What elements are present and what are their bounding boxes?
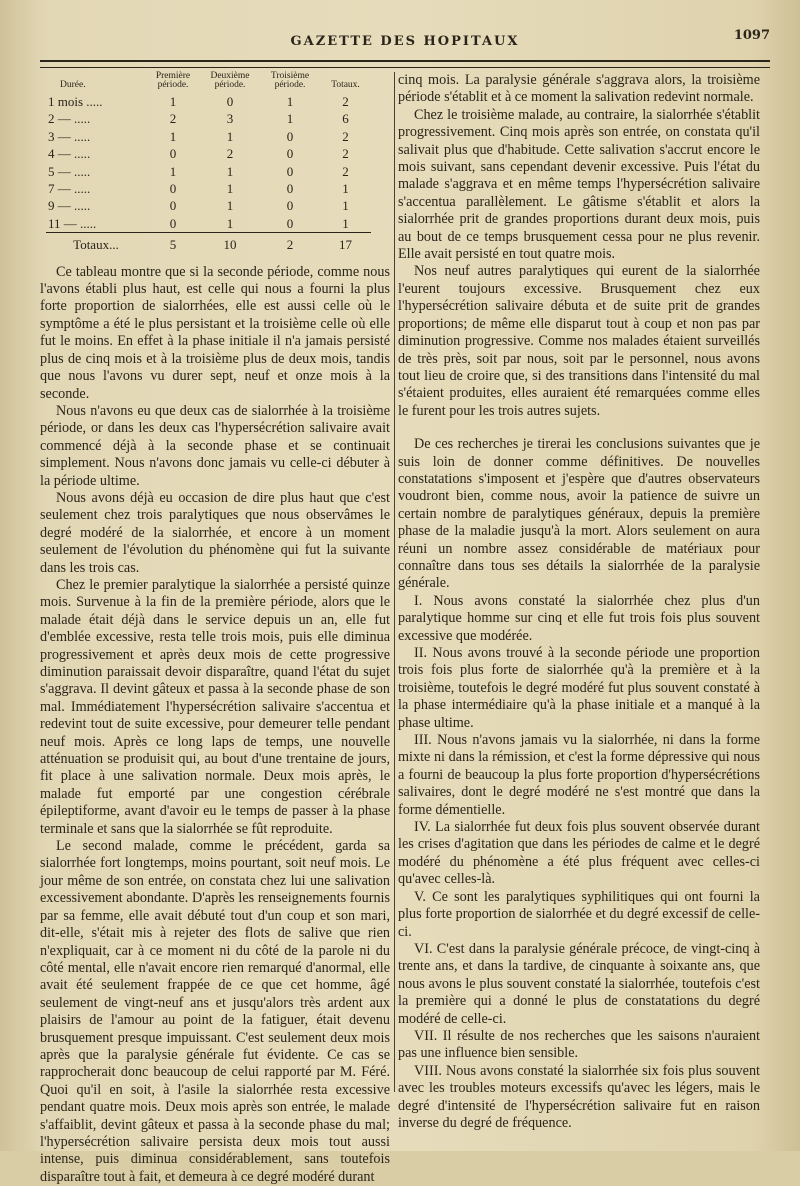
- table-row: [46, 180, 371, 197]
- cell-value: 0: [226, 94, 234, 109]
- conclusion-item: V. Ce sont les paralytiques syphilitiques qui ont fourni la plus forte proportion de sialorrhée et du degré excessif de celle-ci.: [398, 888, 760, 940]
- paragraph: Nos neuf autres paralytiques qui eurent de la sialorrhée l'eurent toujours excessive. Brusquement chez eux l'hypersécrétion salivaire débuta et de suite prit de grandes proportions; de même elle disparut tout à coup et non pas par diminution progressive. Comme nos malades étaient surveillés de très près, soit par nous, soit par le personnel, nous avons tout lieu de croire que, si des transitions dans l'intensité du mal s'étaient produites, elles auraient été remarquées comme elles le furent pour les trois autres sujets.: [398, 263, 760, 419]
- cell-value: 0: [286, 215, 294, 231]
- paragraph: Ce tableau montre que si la seconde période, comme nous l'avons établi plus haut, est celle qui nous a fourni la plus forte proportion de sialorrhées, elle est aussi celle où le symptôme a été le plus persistant et la troisième celle où elle fut le moins. En effet à la phase initiale il n'a jamais persisté plus de cinq mois et à la troisième plus de deux mois, tandis que nous l'avons vu durer sept, neuf et onze mois à la seconde.: [40, 263, 390, 402]
- cell-value: 1: [226, 198, 234, 214]
- total-label: Totaux...: [46, 233, 146, 254]
- cell-value: 1: [169, 163, 177, 179]
- paragraph: cinq mois. La paralysie générale s'aggrava alors, la troisième période s'établit et à ce moment la salivation redevint normale.: [398, 72, 760, 106]
- journal-title: GAZETTE DES HOPITAUX: [290, 34, 520, 49]
- cell-total: 2: [342, 128, 349, 144]
- total-value: 17: [320, 233, 371, 254]
- cell-value: 2: [226, 146, 234, 162]
- cell-duration: 9 — .....: [48, 198, 91, 214]
- right-column: [398, 72, 760, 1132]
- cell-duration: 7 — .....: [48, 181, 91, 197]
- table-row: [46, 128, 371, 145]
- page-header: [40, 28, 770, 60]
- table-row: [46, 110, 371, 127]
- col-header-troisieme: Troisième période.: [270, 71, 310, 90]
- cell-total: 1: [342, 181, 349, 197]
- duration-table: [46, 72, 371, 254]
- table-row: [46, 93, 371, 110]
- col-header-deuxieme: Deuxième période.: [210, 71, 250, 90]
- total-value: 10: [200, 233, 260, 254]
- page-number: 1097: [733, 28, 770, 43]
- table-row: [46, 215, 371, 233]
- col-header-duree: Durée.: [60, 80, 86, 90]
- table-header-row: [46, 72, 371, 93]
- conclusion-item: VII. Il résulte de nos recherches que les saisons n'auraient pas une influence bien sensible.: [398, 1027, 760, 1062]
- cell-value: 0: [169, 181, 177, 197]
- table-row: [46, 197, 371, 214]
- total-value: 5: [146, 233, 200, 254]
- cell-value: 3: [226, 111, 234, 127]
- table-row: [46, 163, 371, 180]
- cell-total: 2: [342, 146, 349, 162]
- col-header-premiere: Première période.: [155, 71, 191, 90]
- paragraph: Chez le premier paralytique la sialorrhée a persisté quinze mois. Survenue à la fin de la première période, alors que le malade était déjà dans le service depuis un an, elle fut d'emblée excessive, resta telle trois mois, puis elle diminua progressivement et après deux mois de cette progressive diminution paraissait devoir disparaître, quand l'état du sujet s'aggrava. Il devint gâteux et passa à la seconde phase de son mal. Immédiatement l'hypersécrétion salivaire s'accentua et redevint tout de suite excessive, pour demeurer telle pendant neuf mois. Après ce long laps de temps, une nouvelle atténuation se produisit qui, au bout d'une trentaine de jours, fit place à une salivation normale. Deux mois après, le malade fut emporté par une congestion cérébrale épileptiforme, avant d'avoir eu le temps de passer à la phase terminale et sans que la sialorrhée se fût reproduite.: [40, 576, 390, 837]
- cell-value: 0: [169, 215, 177, 231]
- cell-total: 2: [342, 94, 349, 109]
- paragraph: Nous n'avons eu que deux cas de sialorrhée à la troisième période, or dans les deux cas l'hypersécrétion salivaire avait commencé déjà à la seconde phase et se continuait simplement. Nous n'avons donc jamais vu celle-ci débuter à la période ultime.: [40, 402, 390, 489]
- cell-value: 1: [226, 215, 234, 231]
- cell-duration: 11 — .....: [48, 215, 97, 231]
- cell-value: 0: [169, 198, 177, 214]
- cell-value: 2: [169, 111, 177, 127]
- conclusion-item: IV. La sialorrhée fut deux fois plus souvent observée durant les crises d'agitation que dans les périodes de calme et le degré modéré du phénomène a été plus fréquent avec celles-ci qu'avec celles-là.: [398, 819, 760, 888]
- cell-value: 1: [226, 128, 234, 144]
- conclusion-item: VI. C'est dans la paralysie générale précoce, de vingt-cinq à trente ans, et dans la tardive, de cinquante à soixante ans, que nous avons le plus souvent constaté la sialorrhée, toutefois c'est la première qui a donné le plus de constatations du degré modéré de celle-ci.: [398, 940, 760, 1027]
- cell-value: 1: [286, 94, 294, 109]
- header-rule: [40, 60, 770, 68]
- cell-value: 0: [286, 163, 294, 179]
- cell-duration: 5 — .....: [48, 163, 91, 179]
- conclusion-item: VIII. Nous avons constaté la sialorrhée six fois plus souvent avec les troubles moteurs excessifs qu'avec les légers, mais le degré d'intensité de l'hypersécrétion salivaire fut en raison inverse du degré de fréquence.: [398, 1062, 760, 1131]
- paragraph: Chez le troisième malade, au contraire, la sialorrhée s'établit progressivement. Cinq mois après son entrée, on constata qu'il salivait plus que d'habitude. Cette salivation s'accrut encore le mois suivant, sans cependant devenir excessive. Puis l'état du malade s'aggrava et en même temps l'hypersécrétion salivaire s'accentua parallèlement. Le gâtisme s'établit et alors la sialorrhée prit de grandes proportions durant deux mois, puis au bout de ce temps brusquement cessa pour ne plus revenir. Elle avait persisté en tout quatre mois.: [398, 106, 760, 263]
- paragraph: Nous avons déjà eu occasion de dire plus haut que c'est seulement chez trois paralytiques que nous observâmes le degré modéré de la sialorrhée, et encore à un moment seulement de l'évolution du phénomène qui fut la suivante dans les trois cas.: [40, 489, 390, 576]
- cell-value: 0: [286, 128, 294, 144]
- cell-duration: 2 — .....: [48, 111, 91, 127]
- cell-value: 0: [169, 146, 177, 162]
- cell-value: 1: [226, 163, 234, 179]
- cell-value: 0: [286, 181, 294, 197]
- conclusion-item: III. Nous n'avons jamais vu la sialorrhée, ni dans la forme mixte ni dans la rémission, et c'est la forme dépressive qui nous a fourni de beaucoup la plus forte proportion d'hypersécrétions salivaires, dont le degré modéré ne s'est montré que dans la forme démentielle.: [398, 732, 760, 818]
- column-divider: [394, 72, 395, 1092]
- cell-value: 1: [169, 94, 177, 109]
- paragraph: Le second malade, comme le précédent, garda sa sialorrhée fort longtemps, moins pourtant, soit neuf mois. Le jour même de son entrée, on constata chez lui une salivation excessivement abondante. D'après les renseignements fournis par sa femme, elle avait débuté tout d'un coup et son mari, dit-elle, s'était mis à rejeter des flots de salive que rien n'expliquait, car à ce moment ni du côté de la parole ni du côté mental, elle n'avait encore rien remarqué d'anormal, elle avait été seulement frappée de ce que cet homme, âgé seulement de vingt-neuf ans et jusqu'alors très ardent aux plaisirs de l'amour au point de la fatiguer, était devenu brusquement presque impuissant. C'est seulement deux mois après que la paralysie générale fut évidente. Ce cas se rapprocherait donc beaucoup de celui rapporté par M. Féré. Quoi qu'il en soit, à l'asile la sialorrhée resta excessive pendant quatre mois. Deux mois après son entrée, le malade s'affaiblit, devint gâteux et passa à la seconde phase du mal; l'hypersécrétion salivaire persista deux mois tout aussi intense, puis diminua considérablement, sans toutefois disparaître tout à fait, et demeura à ce degré modéré durant: [40, 838, 390, 1185]
- cell-value: 1: [226, 181, 234, 197]
- left-column: [40, 72, 390, 1186]
- conclusion-item: I. Nous avons constaté la sialorrhée chez plus d'un paralytique homme sur cinq et elle fut trois fois plus souvent excessive que modérée.: [398, 592, 760, 644]
- cell-value: 1: [286, 111, 294, 127]
- cell-total: 1: [342, 215, 349, 231]
- cell-total: 2: [342, 163, 349, 179]
- table-total-row: [46, 233, 371, 254]
- cell-duration: 4 — .....: [48, 146, 91, 162]
- cell-total: 1: [342, 198, 349, 214]
- cell-value: 1: [169, 128, 177, 144]
- cell-total: 6: [342, 111, 349, 127]
- cell-value: 0: [286, 198, 294, 214]
- cell-duration: 3 — .....: [48, 128, 91, 144]
- col-header-totaux: Totaux.: [331, 80, 360, 90]
- conclusion-item: II. Nous avons trouvé à la seconde période une proportion trois fois plus forte de sialorrhée qu'à la première et à la troisième, toutefois le degré modéré fut plus souvent constaté à la phase intermédiaire qu'à la phase initiale et a manqué à la phase ultime.: [398, 645, 760, 731]
- cell-value: 0: [286, 146, 294, 162]
- cell-duration: 1 mois .....: [48, 94, 103, 109]
- table-row: [46, 145, 371, 162]
- paragraph: De ces recherches je tirerai les conclusions suivantes que je suis loin de donner comme définitives. De nouvelles constatations s'imposent et j'espère que d'autres observateurs voudront bien, comme nous, avoir la patience de suivre un certain nombre de paralytiques généraux, depuis la première phase de la maladie jusqu'à la mort. Alors seulement on aura réuni un nombre assez considérable de matériaux pour connaître dans tous ses détails la sialorrhée de la paralysie générale.: [398, 436, 760, 592]
- total-value: 2: [260, 233, 320, 254]
